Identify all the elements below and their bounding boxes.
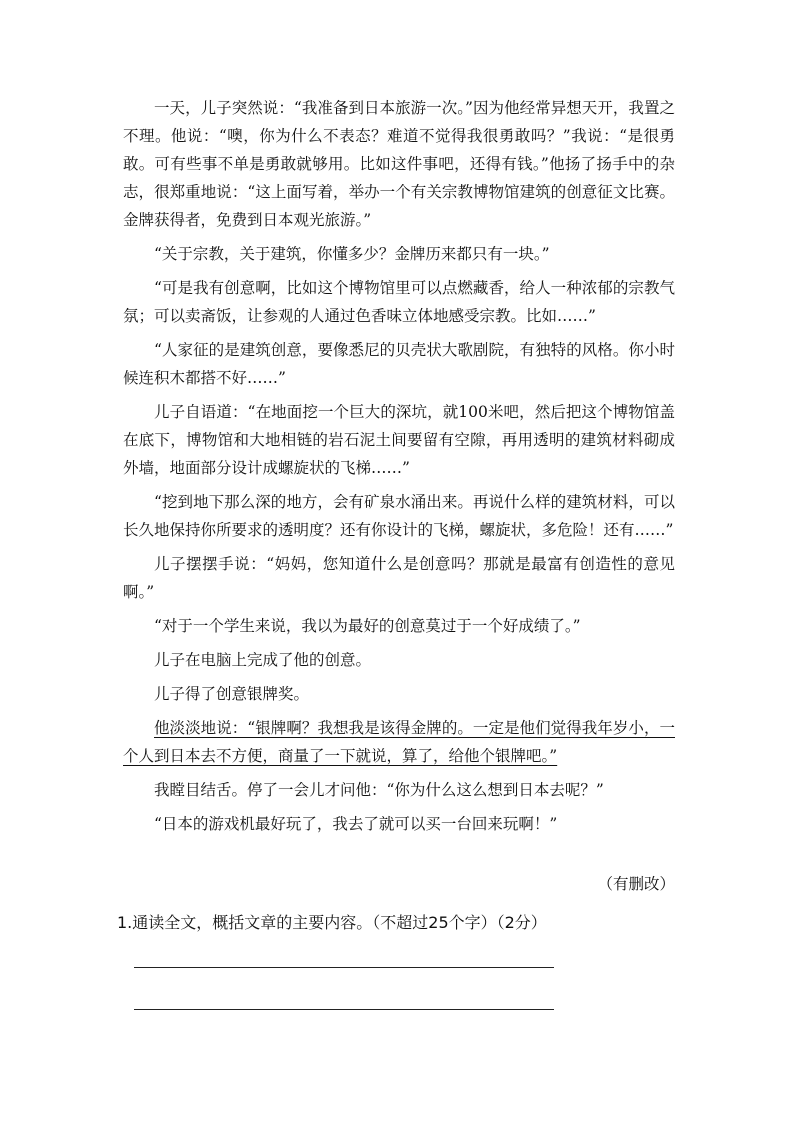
paragraph-6: “挖到地下那么深的地方，会有矿泉水涌出来。再说什么样的建筑材料，可以长久地保持你所要求的透明度？还有你设计的飞梯，螺旋状，多危险！还有……”	[123, 493, 675, 539]
paragraph-4: “人家征的是建筑创意，要像悉尼的贝壳状大歌剧院，有独特的风格。你小时候连积木都搭不好……”	[123, 341, 675, 387]
paragraph-12: 我瞠目结舌。停了一会儿才问他：“你为什么这么想到日本去呢？”	[154, 781, 604, 799]
source-note: （有删改）	[597, 875, 675, 893]
paragraph-3: “可是我有创意啊，比如这个博物馆里可以点燃藏香，给人一种浓郁的宗教气氛；可以卖斋饭，让参观的人通过色香味立体地感受宗教。比如……”	[123, 279, 675, 325]
story-text	[123, 94, 675, 838]
paragraph-2: “关于宗教，关于建筑，你懂多少？金牌历来都只有一块。”	[154, 245, 550, 263]
underlined-paragraph: 他淡淡地说：“银牌啊？我想我是该得金牌的。一定是他们觉得我年岁小，一个人到日本去不方便，商量了一下就说，算了，给他个银牌吧。”	[123, 719, 675, 765]
paragraph-13: “日本的游戏机最好玩了，我去了就可以买一台回来玩啊！”	[154, 815, 558, 833]
answer-line-1[interactable]	[134, 967, 554, 968]
paragraph-8: “对于一个学生来说，我以为最好的创意莫过于一个好成绩了。”	[154, 617, 581, 635]
paragraph-9: 儿子在电脑上完成了他的创意。	[154, 651, 372, 669]
paragraph-10: 儿子得了创意银牌奖。	[154, 685, 310, 703]
paragraph-1: 一天，儿子突然说：“我准备到日本旅游一次。”因为他经常异想天开，我置之不理。他说：“噢，你为什么不表态？难道不觉得我很勇敢吗？”我说：“是很勇敢。可有些事不单是勇敢就够用。比如这件事吧，还得有钱。”他扬了扬手中的杂志，很郑重地说：“这上面写着，举办一个有关宗教博物馆建筑的创意征文比赛。金牌获得者，免费到日本观光旅游。”	[123, 99, 675, 229]
paragraph-7: 儿子摆摆手说：“妈妈，您知道什么是创意吗？那就是最富有创造性的意见啊。”	[123, 555, 675, 601]
paragraph-5: 儿子自语道：“在地面挖一个巨大的深坑，就100米吧，然后把这个博物馆盖在底下，博物馆和大地相链的岩石泥土间要留有空隙，再用透明的建筑材料砌成外墙，地面部分设计成螺旋状的飞梯……”	[123, 403, 675, 477]
question-1: 1.通读全文，概括文章的主要内容。（不超过25个字）（2分）	[117, 913, 547, 932]
answer-line-2[interactable]	[134, 1009, 554, 1010]
